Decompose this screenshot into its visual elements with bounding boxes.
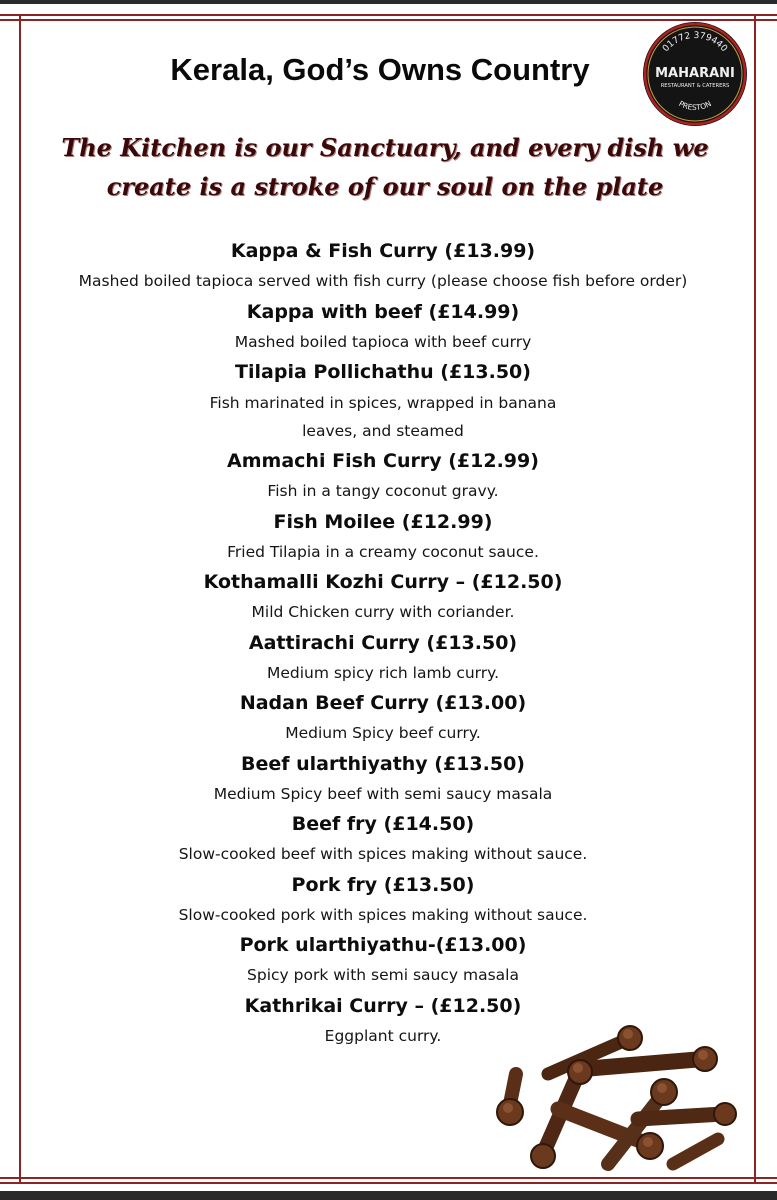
menu-item-description: Eggplant curry. <box>324 1026 442 1045</box>
border-bottom-inner <box>0 1182 777 1184</box>
menu-item-description-line: Fish marinated in spices, wrapped in banana <box>209 394 557 412</box>
tagline-line: The Kitchen is our Sanctuary, and every dish we <box>61 133 709 162</box>
logo-name: MAHARANI <box>655 66 735 81</box>
menu-item <box>20 628 746 689</box>
menu-item <box>20 297 746 358</box>
menu-item <box>20 446 746 507</box>
tagline <box>40 128 730 206</box>
menu-item-description: Slow-cooked beef with spices making without sauce. <box>178 845 588 863</box>
maharani-logo <box>642 21 748 127</box>
menu-item-name: Beef ularthiyathy (£13.50) <box>241 752 525 775</box>
menu-item <box>20 809 746 870</box>
menu-item-name: Kappa & Fish Curry (£13.99) <box>230 240 536 262</box>
menu-item <box>20 870 746 931</box>
menu-item-name: Tilapia Pollichathu (£13.50) <box>235 361 531 383</box>
menu-item-name: Ammachi Fish Curry (£12.99) <box>227 450 539 472</box>
menu-item-name: Pork fry (£13.50) <box>291 873 475 896</box>
menu-item-description: Medium spicy rich lamb curry. <box>266 663 500 682</box>
menu-item-name: Aattirachi Curry (£13.50) <box>248 631 518 654</box>
menu-item <box>20 688 746 749</box>
tagline-line: create is a stroke of our soul on the plate <box>106 172 664 201</box>
menu-item-name: Kothamalli Kozhi Curry – (£12.50) <box>203 571 563 593</box>
menu-item-description: Medium Spicy beef curry. <box>285 724 481 742</box>
menu-item-description: Slow-cooked pork with spices making without sauce. <box>178 905 588 924</box>
menu-item <box>20 930 746 991</box>
border-top-outer <box>0 14 777 16</box>
menu-item-name: Pork ularthiyathu-(£13.00) <box>239 934 527 956</box>
border-right <box>754 14 756 1182</box>
border-bottom-outer <box>0 1177 777 1179</box>
menu-item-description-line: leaves, and steamed <box>302 422 464 440</box>
menu-item-name: Kathrikai Curry – (£12.50) <box>244 994 522 1017</box>
menu-item-description <box>20 389 746 445</box>
menu-item-name: Nadan Beef Curry (£13.00) <box>239 692 527 714</box>
menu-item-description: Medium Spicy beef with semi saucy masala <box>213 784 553 803</box>
logo-phone: 01772 379440 <box>661 30 729 55</box>
menu-item-name: Beef fry (£14.50) <box>291 813 475 835</box>
menu-item <box>20 567 746 628</box>
menu-item <box>20 749 746 810</box>
menu-item-description: Mashed boiled tapioca served with fish curry (please choose fish before order) <box>78 272 688 290</box>
menu-item <box>20 507 746 568</box>
menu-item-name: Kappa with beef (£14.99) <box>246 300 520 323</box>
bottom-edge-bar <box>0 1191 777 1200</box>
menu-item-name: Fish Moilee (£12.99) <box>273 510 493 533</box>
page-title: Kerala, God’s Owns Country <box>170 52 590 87</box>
cloves-image <box>488 1014 738 1174</box>
menu-item-description: Spicy pork with semi saucy masala <box>247 966 519 984</box>
menu-item <box>20 236 746 297</box>
logo-subtitle: RESTAURANT & CATERERS <box>660 83 730 89</box>
menu-item-description: Mashed boiled tapioca with beef curry <box>234 332 532 351</box>
menu-item <box>20 357 746 445</box>
top-edge-bar <box>0 0 777 4</box>
menu-item-description: Mild Chicken curry with coriander. <box>251 603 515 621</box>
menu-item-description: Fish in a tangy coconut gravy. <box>267 482 499 500</box>
menu-item-description: Fried Tilapia in a creamy coconut sauce. <box>227 542 539 561</box>
logo-city: PRESTON <box>677 98 713 113</box>
menu-list <box>20 236 746 1051</box>
